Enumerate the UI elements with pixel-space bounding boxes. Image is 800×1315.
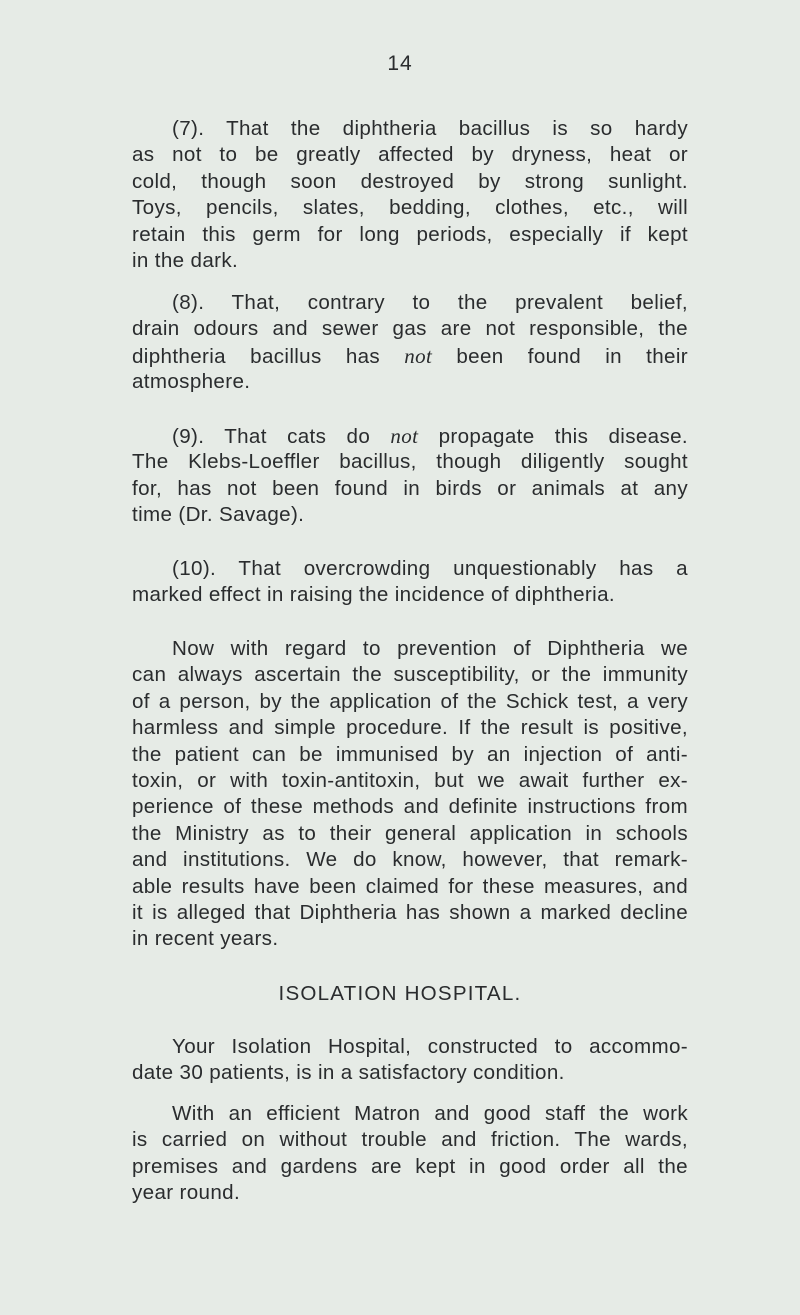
text-line: is carried on without trouble and friction. The wards, [132, 1128, 688, 1152]
text-line: drain odours and sewer gas are not responsible, the [132, 317, 688, 341]
section-heading: ISOLATION HOSPITAL. [278, 982, 522, 1005]
text-line: the Ministry as to their general application in schools [132, 821, 688, 845]
paragraph-7 [132, 116, 688, 274]
paragraph-hospital [132, 1034, 688, 1087]
text-line: year round. [132, 1181, 241, 1205]
text-line: (9). That cats do not propagate this disease. [172, 424, 688, 448]
text-line: the patient can be immunised by an injection of anti- [132, 742, 688, 766]
text-line: diphtheria bacillus has not been found in their [132, 343, 688, 368]
text-line: for, has not been found in birds or animals at any [132, 476, 688, 500]
text-line: of a person, by the application of the Schick test, a very [132, 689, 688, 713]
paragraph-9 [132, 423, 688, 529]
paragraph-staff [132, 1101, 688, 1207]
text-line: able results have been claimed for these measures, and [132, 874, 688, 898]
text-line: marked effect in raising the incidence of diphtheria. [132, 583, 615, 607]
text-line: atmosphere. [132, 370, 251, 394]
paragraph-8 [132, 290, 688, 396]
text-line: toxin, or with toxin-antitoxin, but we await further ex- [132, 768, 688, 792]
text-line: (8). That, contrary to the prevalent belief, [172, 291, 688, 314]
text-line: (7). That the diphtheria bacillus is so hardy [172, 117, 688, 140]
text-line: perience of these methods and definite instructions from [132, 795, 688, 819]
text-line: Your Isolation Hospital, constructed to accommo- [172, 1035, 688, 1058]
text-line: Toys, pencils, slates, bedding, clothes, etc., will [132, 196, 688, 220]
text-line: harmless and simple procedure. If the result is positive, [132, 716, 688, 740]
page-number: 14 [387, 52, 413, 75]
emphasis-text: not [404, 343, 433, 368]
text-line: it is alleged that Diphtheria has shown a marked decline [132, 900, 688, 924]
emphasis-text: not [390, 424, 419, 448]
text-line: as not to be greatly affected by dryness, heat or [132, 143, 688, 167]
paragraph-10 [132, 556, 688, 609]
text-line: (10). That overcrowding unquestionably has a [172, 557, 688, 580]
text-line: retain this germ for long periods, especially if kept [132, 222, 688, 246]
paragraph-prevention [132, 636, 688, 953]
text-line: The Klebs-Loeffler bacillus, though diligently sought [132, 450, 688, 474]
text-line: and institutions. We do know, however, that remark- [132, 848, 688, 872]
text-line: date 30 patients, is in a satisfactory condition. [132, 1061, 565, 1085]
text-line: time (Dr. Savage). [132, 503, 305, 527]
text-line: in the dark. [132, 248, 239, 272]
text-line: in recent years. [132, 927, 279, 951]
text-line: cold, though soon destroyed by strong sunlight. [132, 169, 688, 193]
text-line: With an efficient Matron and good staff the work [172, 1102, 688, 1125]
text-line: can always ascertain the susceptibility, or the immunity [132, 663, 688, 687]
text-line: Now with regard to prevention of Diphtheria we [172, 637, 688, 660]
text-line: premises and gardens are kept in good order all the [132, 1154, 688, 1178]
